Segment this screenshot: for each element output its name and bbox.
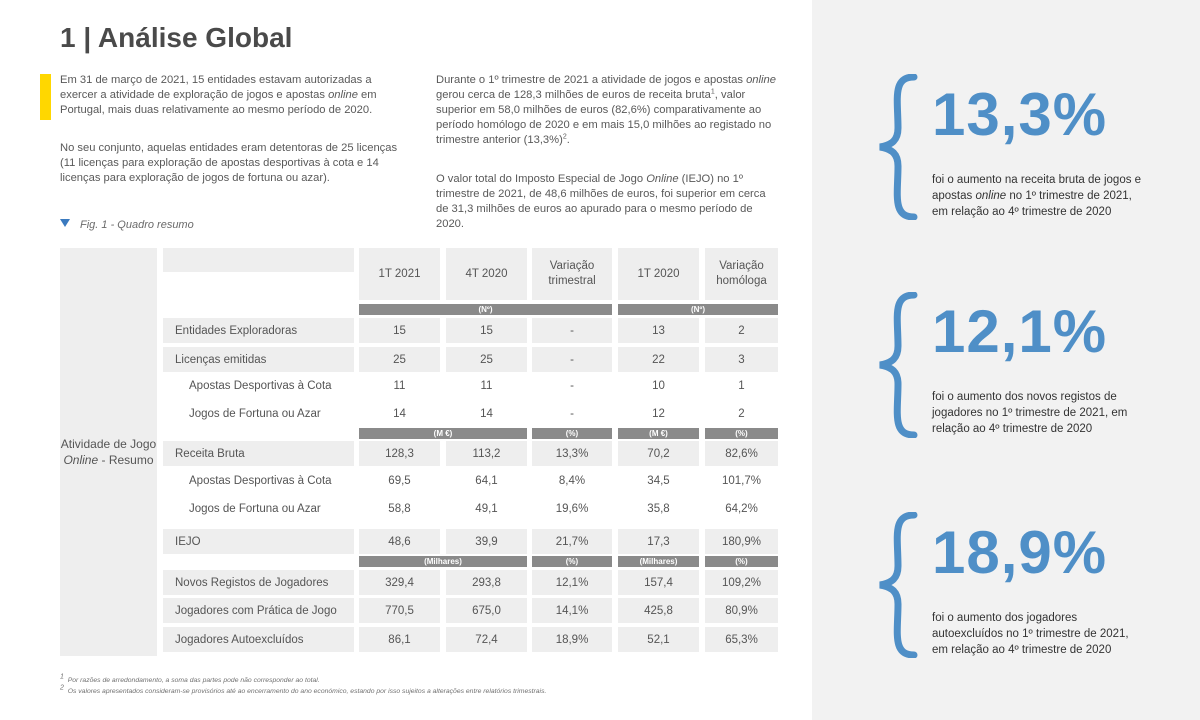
table-cell: 64,1 — [475, 474, 498, 487]
table-cell: 13 — [618, 318, 699, 343]
table-cell: 25 — [359, 347, 440, 372]
table-cell: 675,0 — [446, 598, 527, 623]
stat-value: 13,3% — [932, 81, 1108, 148]
figure-caption: Fig. 1 - Quadro resumo — [60, 219, 194, 231]
table-cell: 35,8 — [647, 502, 670, 515]
table-cell: 11 — [393, 379, 406, 392]
table-cell: 72,4 — [446, 627, 527, 652]
header-col-4: 1T 2020 — [618, 248, 699, 300]
table-cell: 425,8 — [618, 598, 699, 623]
table-cell: 12 — [652, 407, 665, 420]
unit-band: (%) — [705, 556, 778, 567]
unit-band: (Nº) — [618, 304, 778, 315]
row-label: Entidades Exploradoras — [163, 318, 354, 343]
iejo-paragraph: O valor total do Imposto Especial de Jogo Online (IEJO) no 1º trimestre de 2021, de 48,6 milhões de euros, foi superior em cerca de 31,3 milhões de euros ao apurado para o mesmo período de 2020. — [436, 173, 766, 230]
left-brace-icon — [874, 74, 924, 220]
table-cell: 10 — [652, 379, 665, 392]
row-label: Apostas Desportivas à Cota — [189, 474, 332, 487]
table-cell: 3 — [705, 347, 778, 372]
row-label: IEJO — [163, 529, 354, 554]
table-cell: 19,6% — [555, 502, 589, 515]
intro-paragraph-2: No seu conjunto, aquelas entidades eram detentoras de 25 licenças (11 licenças para exploração de apostas desportivas à cota e 14 licenças para exploração de jogos de fortuna ou azar). — [60, 142, 398, 184]
table-cell: 58,8 — [388, 502, 411, 515]
table-cell: 14,1% — [532, 598, 612, 623]
table-cell: 70,2 — [618, 441, 699, 466]
stat-value: 18,9% — [932, 519, 1108, 586]
table-cell: 65,3% — [705, 627, 778, 652]
table-cell: 1 — [738, 379, 745, 392]
unit-band: (Milhares) — [359, 556, 527, 567]
table-cell: 18,9% — [532, 627, 612, 652]
table-cell: 69,5 — [388, 474, 411, 487]
page-title: 1 | Análise Global — [60, 22, 293, 53]
table-cell: 86,1 — [359, 627, 440, 652]
table-cell: 15 — [359, 318, 440, 343]
table-cell: 2 — [738, 407, 745, 420]
footnote-1: $^1$ Por razões de arredondamento, a soma das partes pode não corresponder ao total. — [60, 673, 320, 684]
table-cell: 15 — [446, 318, 527, 343]
table-cell: 101,7% — [721, 474, 761, 487]
table-cell: 113,2 — [446, 441, 527, 466]
unit-band: (%) — [532, 428, 612, 439]
table-cell: 293,8 — [446, 570, 527, 595]
table-cell: 180,9% — [705, 529, 778, 554]
table-cell: - — [532, 347, 612, 372]
table-cell: 11 — [480, 379, 493, 392]
table-cell: - — [532, 318, 612, 343]
unit-band: (M €) — [618, 428, 699, 439]
table-cell: 2 — [705, 318, 778, 343]
left-brace-icon — [874, 292, 924, 438]
table-cell: 329,4 — [359, 570, 440, 595]
row-label: Jogadores Autoexcluídos — [163, 627, 354, 652]
unit-band: (M €) — [359, 428, 527, 439]
table-cell: 48,6 — [359, 529, 440, 554]
table-cell: 157,4 — [618, 570, 699, 595]
table-cell: 25 — [446, 347, 527, 372]
table-cell: - — [570, 379, 574, 392]
row-label: Novos Registos de Jogadores — [163, 570, 354, 595]
header-col-1: 1T 2021 — [359, 248, 440, 300]
row-label: Apostas Desportivas à Cota — [189, 379, 332, 392]
unit-band: (Milhares) — [618, 556, 699, 567]
accent-bar — [40, 74, 51, 120]
table-cell: 49,1 — [475, 502, 498, 515]
header-blank — [163, 248, 354, 272]
table-cell: 13,3% — [532, 441, 612, 466]
row-label: Licenças emitidas — [163, 347, 354, 372]
unit-band: (%) — [705, 428, 778, 439]
table-cell: 109,2% — [705, 570, 778, 595]
table-side-label: Atividade de Jogo Online - Resumo — [60, 248, 157, 656]
table-cell: 17,3 — [618, 529, 699, 554]
revenue-paragraph: Durante o 1º trimestre de 2021 a atividade de jogos e apostas online gerou cerca de 128,3 milhões de euros de receita bruta$^1$, valor superior em 58,0 milhões de euros (82,6%) comparativamente ao período homólogo de 2020 e em mais 15,0 milhões ao registado no trimestre anterior $(13,3\%)^2$. — [436, 74, 776, 146]
row-label: Jogos de Fortuna ou Azar — [189, 407, 321, 420]
table-cell: 64,2% — [725, 502, 758, 515]
table-cell: 128,3 — [359, 441, 440, 466]
row-label: Jogos de Fortuna ou Azar — [189, 502, 321, 515]
table-cell: 770,5 — [359, 598, 440, 623]
unit-band: (%) — [532, 556, 612, 567]
intro-paragraph-1: Em 31 de março de 2021, 15 entidades estavam autorizadas a exercer a atividade de exploração de jogos e apostas online em Portugal, mais duas relativamente ao mesmo período de 2020. — [60, 74, 377, 116]
table-cell: 22 — [618, 347, 699, 372]
table-cell: 80,9% — [705, 598, 778, 623]
table-cell: 52,1 — [618, 627, 699, 652]
table-cell: 82,6% — [705, 441, 778, 466]
header-col-2: 4T 2020 — [446, 248, 527, 300]
table-cell: - — [570, 407, 574, 420]
table-cell: 14 — [393, 407, 406, 420]
stat-value: 12,1% — [932, 298, 1108, 365]
table-cell: 14 — [480, 407, 493, 420]
table-cell: 39,9 — [446, 529, 527, 554]
table-cell: 8,4% — [558, 474, 586, 487]
table-cell: 21,7% — [532, 529, 612, 554]
row-label: Jogadores com Prática de Jogo — [163, 598, 354, 623]
caret-down-icon — [60, 219, 70, 227]
row-label: Receita Bruta — [163, 441, 354, 466]
footnote-2: $^2$ Os valores apresentados consideram-se provisórios até ao encerramento do ano económico, estando por isso sujeitos a alterações entre relatórios trimestrais. — [60, 684, 547, 695]
stat-description: foi o aumento dos jogadores autoexcluídos no 1º trimestre de 2021, em relação ao 4º trimestre de 2020 — [932, 612, 1129, 656]
stat-description: foi o aumento na receita bruta de jogos e apostas online no 1º trimestre de 2021, em relação ao 4º trimestre de 2020 — [932, 174, 1142, 218]
unit-band: (Nº) — [359, 304, 612, 315]
header-col-5: Variação homóloga — [705, 248, 778, 300]
left-brace-icon — [874, 512, 924, 658]
header-col-3: Variação trimestral — [532, 248, 612, 300]
stat-description: foi o aumento dos novos registos de jogadores no 1º trimestre de 2021, em relação ao 4º trimestre de 2020 — [932, 391, 1128, 435]
table-cell: 12,1% — [532, 570, 612, 595]
table-cell: 34,5 — [647, 474, 670, 487]
